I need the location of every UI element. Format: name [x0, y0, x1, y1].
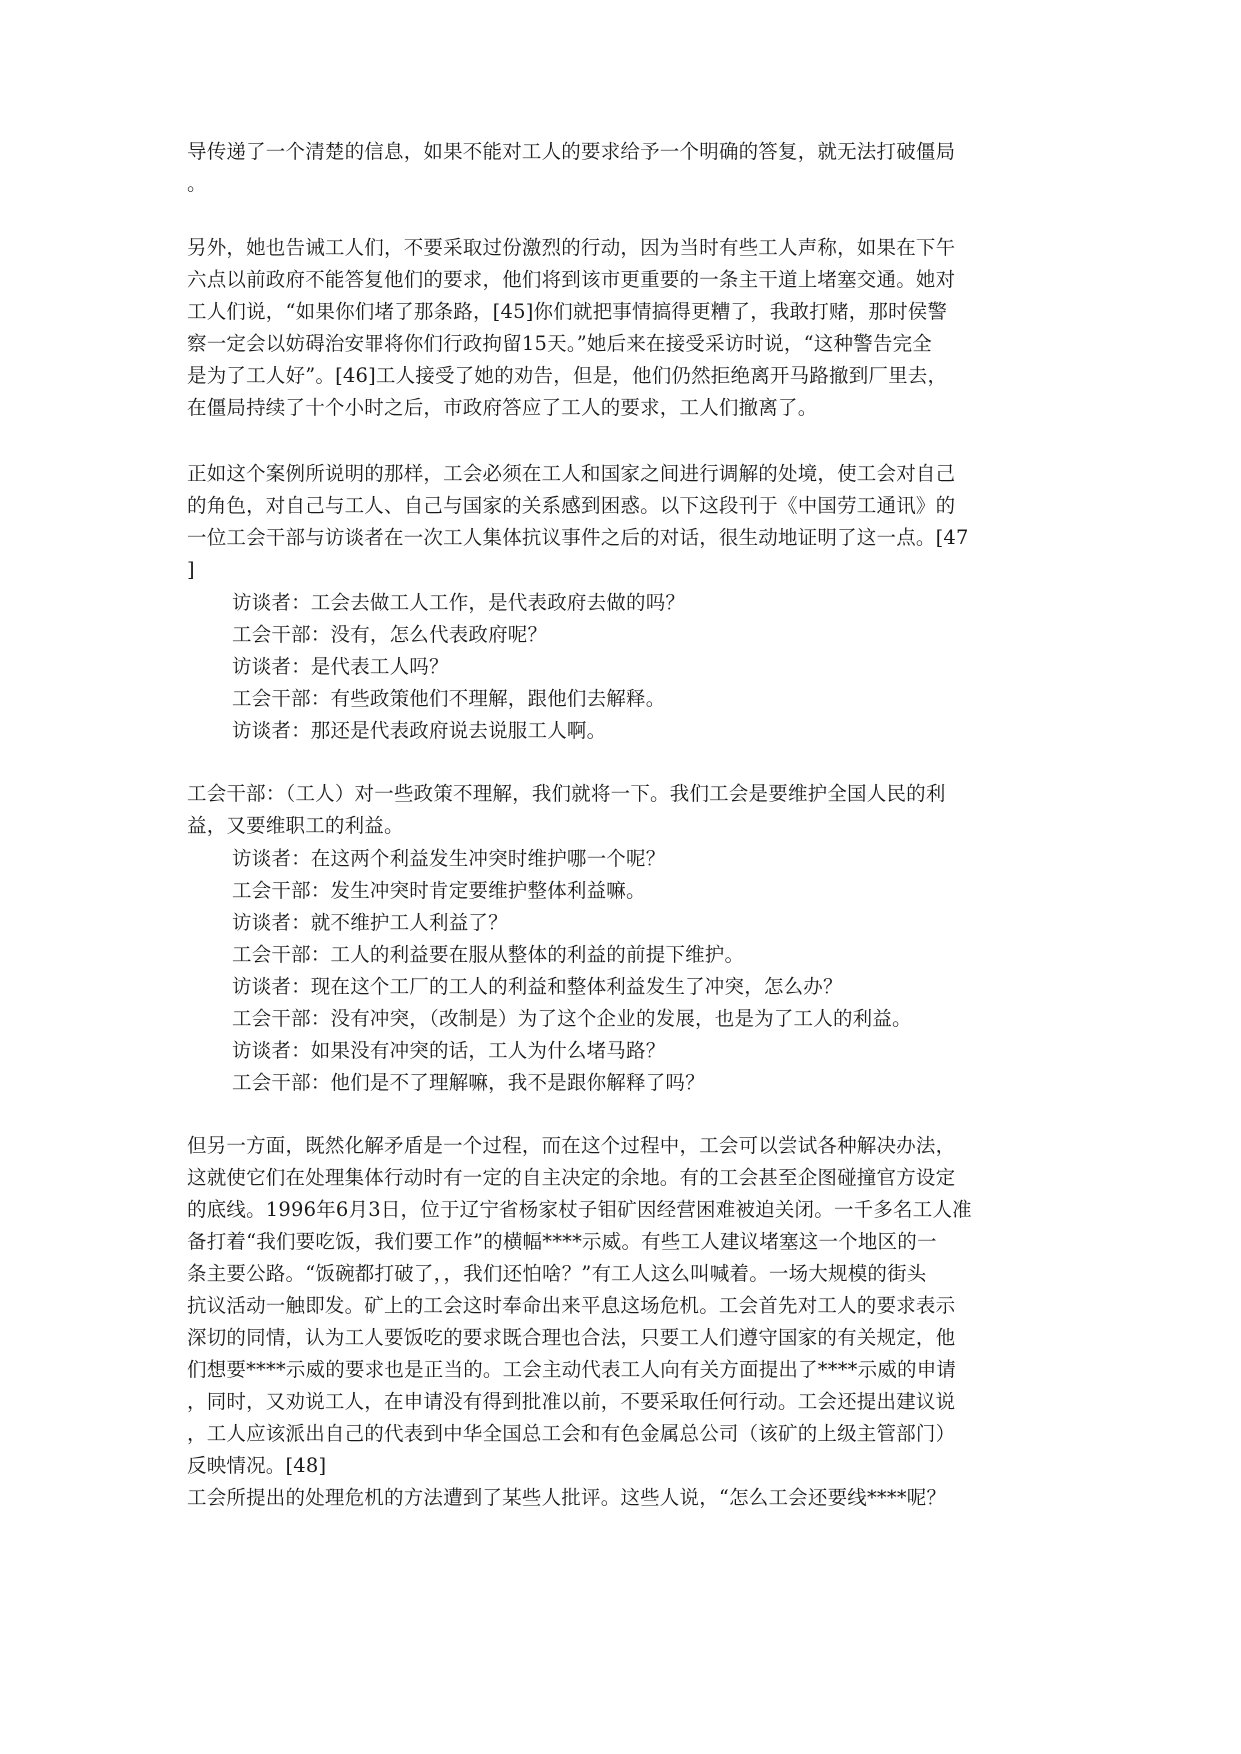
- dialogue-line: 工会干部：发生冲突时肯定要维护整体利益嘛。: [232, 879, 646, 902]
- text-line: 是为了工人好”。[46]工人接受了她的劝告，但是，他们仍然拒绝离开马路撤到厂里去，: [187, 364, 948, 387]
- text-line: 但另一方面，既然化解矛盾是一个过程，而在这个过程中，工会可以尝试各种解决办法，: [187, 1134, 956, 1157]
- dialogue-line: 工会干部：有些政策他们不理解，跟他们去解释。: [232, 687, 666, 710]
- text-line: 工会干部：（工人）对一些政策不理解，我们就将一下。我们工会是要维护全国人民的利: [187, 782, 946, 805]
- dialogue-line: 工会干部：他们是不了理解嘛，我不是跟你解释了吗？: [232, 1071, 705, 1094]
- dialogue-line: 工会干部：没有，怎么代表政府呢？: [232, 623, 548, 646]
- dialogue-line: 访谈者：那还是代表政府说去说服工人啊。: [232, 719, 607, 742]
- dialogue-line: 访谈者：现在这个工厂的工人的利益和整体利益发生了冲突，怎么办？: [232, 975, 843, 998]
- text-line: 一位工会干部与访谈者在一次工人集体抗议事件之后的对话，很生动地证明了这一点。[47: [187, 526, 969, 549]
- text-line: 工人们说，“如果你们堵了那条路，[45]你们就把事情搞得更糟了，我敢打赌，那时侯警: [187, 300, 948, 323]
- text-line: 反映情况。[48]: [187, 1454, 327, 1477]
- text-line: ]: [187, 558, 195, 581]
- text-line: 备打着“我们要吃饭，我们要工作”的横幅****示威。有些工人建议堵塞这一个地区的一: [187, 1230, 937, 1253]
- text-line: 益，又要维职工的利益。: [187, 814, 404, 837]
- text-line: 。: [187, 172, 207, 195]
- text-line: 工会所提出的处理危机的方法遭到了某些人批评。这些人说，“怎么工会还要线****呢？: [187, 1486, 947, 1509]
- dialogue-line: 访谈者：如果没有冲突的话，工人为什么堵马路？: [232, 1039, 666, 1062]
- text-line: 条主要公路。“饭碗都打破了，，我们还怕啥？”有工人这么叫喊着。一场大规模的街头: [187, 1262, 927, 1285]
- text-line: 们想要****示威的要求也是正当的。工会主动代表工人向有关方面提出了****示威的申请: [187, 1358, 957, 1381]
- dialogue-line: 工会干部：工人的利益要在服从整体的利益的前提下维护。: [232, 943, 745, 966]
- dialogue-line: 访谈者：是代表工人吗？: [232, 655, 449, 678]
- text-line: ，同时，又劝说工人，在申请没有得到批准以前，不要采取任何行动。工会还提出建议说: [187, 1390, 956, 1413]
- text-line: 深切的同情，认为工人要饭吃的要求既合理也合法，只要工人们遵守国家的有关规定，他: [187, 1326, 956, 1349]
- dialogue-line: 访谈者：在这两个利益发生冲突时维护哪一个呢？: [232, 847, 666, 870]
- text-line: 这就使它们在处理集体行动时有一定的自主决定的余地。有的工会甚至企图碰撞官方设定: [187, 1166, 956, 1189]
- text-line: 在僵局持续了十个小时之后，市政府答应了工人的要求，工人们撤离了。: [187, 396, 818, 419]
- text-line: 正如这个案例所说明的那样，工会必须在工人和国家之间进行调解的处境，使工会对自己: [187, 462, 956, 485]
- dialogue-line: 访谈者：就不维护工人利益了？: [232, 911, 508, 934]
- text-line: 另外，她也告诫工人们，不要采取过份激烈的行动，因为当时有些工人声称，如果在下午: [187, 236, 956, 259]
- text-line: ，工人应该派出自己的代表到中华全国总工会和有色金属总公司（该矿的上级主管部门）: [187, 1422, 956, 1445]
- dialogue-line: 访谈者：工会去做工人工作，是代表政府去做的吗？: [232, 591, 686, 614]
- text-line: 六点以前政府不能答复他们的要求，他们将到该市更重要的一条主干道上堵塞交通。她对: [187, 268, 956, 291]
- text-line: 抗议活动一触即发。矿上的工会这时奉命出来平息这场危机。工会首先对工人的要求表示: [187, 1294, 956, 1317]
- dialogue-line: 工会干部：没有冲突，（改制是）为了这个企业的发展，也是为了工人的利益。: [232, 1007, 912, 1030]
- text-line: 导传递了一个清楚的信息，如果不能对工人的要求给予一个明确的答复，就无法打破僵局: [187, 140, 956, 163]
- text-line: 的底线。1996年6月3日，位于辽宁省杨家杖子钼矿因经营困难被迫关闭。一千多名工人准: [187, 1198, 972, 1221]
- text-line: 的角色，对自己与工人、自己与国家的关系感到困惑。以下这段刊于《中国劳工通讯》的: [187, 494, 956, 517]
- text-line: 察一定会以妨碍治安罪将你们行政拘留15天。”她后来在接受采访时说，“这种警告完全: [187, 332, 933, 355]
